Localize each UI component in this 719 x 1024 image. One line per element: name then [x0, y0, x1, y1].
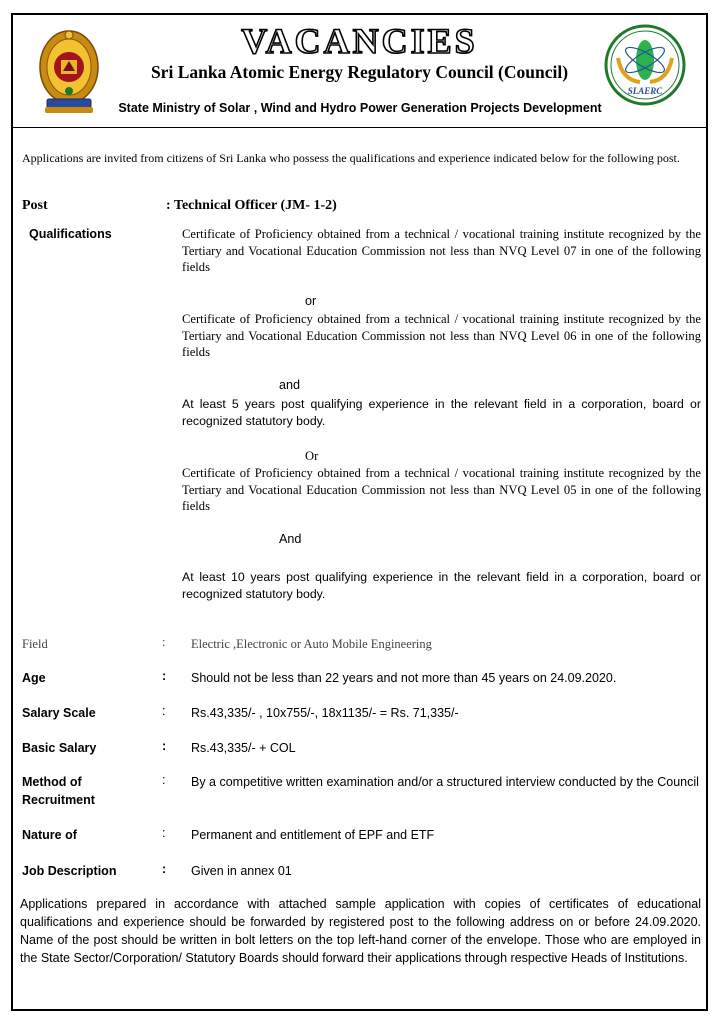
qualification-option-1: Certificate of Proficiency obtained from a technical / vocational training institute recognized by the Tertiary and Vocational Education Commission not less than NVQ Level 07 in one of the following fields [182, 227, 701, 274]
method-value: By a competitive written examination and/or a structured interview conducted by the Council [191, 775, 699, 789]
organization-name: Sri Lanka Atomic Energy Regulatory Council (Council) [150, 62, 569, 82]
application-instructions: Applications prepared in accordance with attached sample application with copies of certificates of educational qualifications and experience should be forwarded by registered post to the following address on or before 24.09.2020. Name of the post should be written in bolt letters on the top left-hand corner of the envelope. Those who are employed in the State Sector/Corporation/ Statutory Boards should forward their applications through respective Heads of Institutions. [20, 897, 701, 965]
qualifications-label: Qualifications [29, 227, 112, 241]
slaerc-logo-text: SLAERC [627, 86, 663, 96]
experience-requirement-1: At least 5 years post qualifying experience in the relevant field in a corporation, board or recognized statutory body. [182, 397, 701, 428]
experience-requirement-2: At least 10 years post qualifying experience in the relevant field in a corporation, board or recognized statutory body. [182, 570, 701, 601]
and-connector-2: And [279, 532, 302, 546]
age-value: Should not be less than 22 years and not more than 45 years on 24.09.2020. [191, 671, 617, 685]
basic-salary-label: Basic Salary [22, 741, 97, 755]
or-connector-2: Or [305, 449, 319, 463]
job-description-colon: : [162, 862, 167, 876]
age-label: Age [22, 671, 46, 685]
or-connector-1: or [305, 294, 317, 308]
field-value: Electric ,Electronic or Auto Mobile Engineering [191, 637, 432, 651]
nature-colon: : [162, 826, 166, 840]
and-connector-1: and [279, 378, 301, 392]
basic-salary-colon: : [162, 739, 167, 753]
job-description-value: Given in annex 01 [191, 864, 292, 878]
method-colon: : [162, 773, 166, 787]
basic-salary-value: Rs.43,335/- + COL [191, 741, 296, 755]
field-label: Field [22, 637, 48, 651]
qualification-option-3: Certificate of Proficiency obtained from a technical / vocational training institute recognized by the Tertiary and Vocational Education Commission not less than NVQ Level 05 in one of the following fields [182, 466, 701, 513]
page-title: VACANCIES [241, 21, 478, 61]
header-divider [13, 127, 706, 128]
nature-label: Nature of [22, 828, 77, 842]
intro-paragraph: Applications are invited from citizens of Sri Lanka who possess the qualifications and experience indicated below for the following post. [22, 151, 680, 165]
age-colon: : [162, 669, 167, 683]
job-description-label: Job Description [22, 864, 117, 878]
ministry-name: State Ministry of Solar , Wind and Hydro Power Generation Projects Development [118, 101, 602, 115]
nature-value: Permanent and entitlement of EPF and ETF [191, 828, 435, 842]
post-value: : Technical Officer (JM- 1-2) [166, 198, 337, 213]
post-label: Post [22, 198, 48, 213]
field-colon: : [162, 635, 166, 649]
salary-scale-value: Rs.43,335/- , 10x755/-, 18x1135/- = Rs. 71,335/- [191, 706, 459, 720]
method-label: Method of Recruitment [22, 775, 95, 807]
qualification-option-2: Certificate of Proficiency obtained from a technical / vocational training institute recognized by the Tertiary and Vocational Education Commission not less than NVQ Level 06 in one of the following fields [182, 312, 701, 359]
salary-scale-label: Salary Scale [22, 706, 96, 720]
salary-scale-colon: : [162, 704, 166, 718]
